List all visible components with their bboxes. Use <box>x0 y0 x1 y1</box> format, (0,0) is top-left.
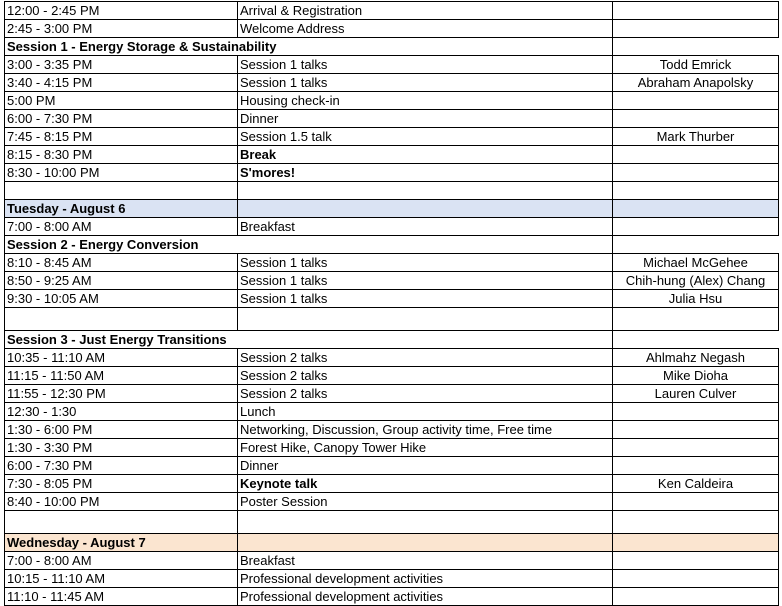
time-cell[interactable]: 3:40 - 4:15 PM <box>5 74 238 92</box>
session-header-row <box>5 331 779 349</box>
empty-cell[interactable] <box>5 182 238 200</box>
time-cell[interactable]: 7:00 - 8:00 AM <box>5 218 238 236</box>
session-empty-cell[interactable] <box>613 38 779 56</box>
speaker-cell[interactable]: Ahlmahz Negash <box>613 349 779 367</box>
empty-cell[interactable] <box>5 308 238 331</box>
blank-row <box>5 182 779 200</box>
time-cell[interactable]: 1:30 - 3:30 PM <box>5 439 238 457</box>
speaker-cell[interactable]: Julia Hsu <box>613 290 779 308</box>
schedule-row <box>5 74 779 92</box>
schedule-row <box>5 218 779 236</box>
time-cell[interactable]: 11:55 - 12:30 PM <box>5 385 238 403</box>
speaker-cell[interactable] <box>613 92 779 110</box>
activity-cell[interactable]: Professional development activities <box>238 570 613 588</box>
schedule-row <box>5 56 779 74</box>
time-cell[interactable]: 6:00 - 7:30 PM <box>5 110 238 128</box>
session-title[interactable]: Session 1 - Energy Storage & Sustainability <box>5 38 238 56</box>
schedule-table <box>4 1 779 606</box>
schedule-row <box>5 92 779 110</box>
activity-cell[interactable]: Housing check-in <box>238 92 613 110</box>
activity-cell[interactable]: Break <box>238 146 613 164</box>
schedule-row <box>5 128 779 146</box>
time-cell[interactable]: 8:40 - 10:00 PM <box>5 493 238 511</box>
speaker-cell[interactable] <box>613 457 779 475</box>
schedule-row <box>5 367 779 385</box>
schedule-sheet <box>4 1 779 606</box>
session-empty-cell[interactable] <box>238 331 613 349</box>
empty-cell[interactable] <box>613 511 779 534</box>
activity-cell[interactable]: Networking, Discussion, Group activity time, Free time <box>238 421 613 439</box>
time-cell[interactable]: 7:45 - 8:15 PM <box>5 128 238 146</box>
activity-cell[interactable]: Session 1 talks <box>238 74 613 92</box>
schedule-row <box>5 164 779 182</box>
schedule-row <box>5 475 779 493</box>
time-cell[interactable]: 10:35 - 11:10 AM <box>5 349 238 367</box>
speaker-cell[interactable] <box>613 439 779 457</box>
session-title[interactable]: Session 3 - Just Energy Transitions <box>5 331 238 349</box>
day-title[interactable]: Wednesday - August 7 <box>5 534 238 552</box>
time-cell[interactable]: 10:15 - 11:10 AM <box>5 570 238 588</box>
speaker-cell[interactable]: Mark Thurber <box>613 128 779 146</box>
session-header-row <box>5 38 779 56</box>
activity-cell[interactable]: S'mores! <box>238 164 613 182</box>
time-cell[interactable]: 5:00 PM <box>5 92 238 110</box>
speaker-cell[interactable]: Lauren Culver <box>613 385 779 403</box>
day-empty-cell[interactable] <box>613 200 779 218</box>
empty-cell[interactable] <box>238 511 613 534</box>
activity-cell[interactable]: Session 1 talks <box>238 56 613 74</box>
schedule-row <box>5 349 779 367</box>
session-empty-cell[interactable] <box>238 236 613 254</box>
session-empty-cell[interactable] <box>613 236 779 254</box>
speaker-cell[interactable] <box>613 2 779 20</box>
session-title[interactable]: Session 2 - Energy Conversion <box>5 236 238 254</box>
activity-cell[interactable]: Dinner <box>238 457 613 475</box>
session-header-row <box>5 236 779 254</box>
day-header-row <box>5 534 779 552</box>
speaker-cell[interactable] <box>613 493 779 511</box>
schedule-row <box>5 110 779 128</box>
schedule-row <box>5 439 779 457</box>
activity-cell[interactable]: Welcome Address <box>238 20 613 38</box>
speaker-cell[interactable] <box>613 588 779 606</box>
empty-cell[interactable] <box>5 511 238 534</box>
speaker-cell[interactable]: Michael McGehee <box>613 254 779 272</box>
speaker-cell[interactable] <box>613 218 779 236</box>
speaker-cell[interactable] <box>613 20 779 38</box>
speaker-cell[interactable] <box>613 552 779 570</box>
schedule-row <box>5 457 779 475</box>
activity-cell[interactable]: Breakfast <box>238 552 613 570</box>
blank-row <box>5 308 779 331</box>
speaker-cell[interactable]: Abraham Anapolsky <box>613 74 779 92</box>
schedule-row <box>5 254 779 272</box>
activity-cell[interactable]: Lunch <box>238 403 613 421</box>
schedule-body <box>5 2 779 606</box>
activity-cell[interactable]: Session 1 talks <box>238 290 613 308</box>
schedule-row <box>5 385 779 403</box>
activity-cell[interactable]: Session 2 talks <box>238 385 613 403</box>
time-cell[interactable]: 12:30 - 1:30 <box>5 403 238 421</box>
time-cell[interactable]: 7:00 - 8:00 AM <box>5 552 238 570</box>
speaker-cell[interactable] <box>613 164 779 182</box>
activity-cell[interactable]: Breakfast <box>238 218 613 236</box>
empty-cell[interactable] <box>613 182 779 200</box>
activity-cell[interactable]: Poster Session <box>238 493 613 511</box>
speaker-cell[interactable]: Todd Emrick <box>613 56 779 74</box>
time-cell[interactable]: 8:50 - 9:25 AM <box>5 272 238 290</box>
time-cell[interactable]: 9:30 - 10:05 AM <box>5 290 238 308</box>
activity-cell[interactable]: Session 2 talks <box>238 367 613 385</box>
schedule-row <box>5 403 779 421</box>
speaker-cell[interactable] <box>613 110 779 128</box>
schedule-row <box>5 570 779 588</box>
day-empty-cell[interactable] <box>238 200 613 218</box>
schedule-row <box>5 493 779 511</box>
activity-cell[interactable]: Dinner <box>238 110 613 128</box>
activity-cell[interactable]: Professional development activities <box>238 588 613 606</box>
schedule-row <box>5 552 779 570</box>
activity-cell[interactable]: Session 2 talks <box>238 349 613 367</box>
activity-cell[interactable]: Keynote talk <box>238 475 613 493</box>
speaker-cell[interactable]: Chih-hung (Alex) Chang <box>613 272 779 290</box>
speaker-cell[interactable]: Ken Caldeira <box>613 475 779 493</box>
speaker-cell[interactable]: Mike Dioha <box>613 367 779 385</box>
schedule-row <box>5 290 779 308</box>
time-cell[interactable]: 7:30 - 8:05 PM <box>5 475 238 493</box>
schedule-row <box>5 421 779 439</box>
time-cell[interactable]: 6:00 - 7:30 PM <box>5 457 238 475</box>
activity-cell[interactable]: Session 1 talks <box>238 272 613 290</box>
blank-row <box>5 511 779 534</box>
time-cell[interactable]: 11:10 - 11:45 AM <box>5 588 238 606</box>
schedule-row <box>5 2 779 20</box>
speaker-cell[interactable] <box>613 570 779 588</box>
speaker-cell[interactable] <box>613 403 779 421</box>
session-empty-cell[interactable] <box>238 38 613 56</box>
time-cell[interactable]: 8:10 - 8:45 AM <box>5 254 238 272</box>
session-empty-cell[interactable] <box>613 331 779 349</box>
speaker-cell[interactable] <box>613 146 779 164</box>
time-cell[interactable]: 12:00 - 2:45 PM <box>5 2 238 20</box>
time-cell[interactable]: 8:15 - 8:30 PM <box>5 146 238 164</box>
time-cell[interactable]: 1:30 - 6:00 PM <box>5 421 238 439</box>
speaker-cell[interactable] <box>613 421 779 439</box>
activity-cell[interactable]: Session 1 talks <box>238 254 613 272</box>
day-header-row <box>5 200 779 218</box>
time-cell[interactable]: 2:45 - 3:00 PM <box>5 20 238 38</box>
empty-cell[interactable] <box>613 308 779 331</box>
day-title[interactable]: Tuesday - August 6 <box>5 200 238 218</box>
schedule-row <box>5 146 779 164</box>
time-cell[interactable]: 8:30 - 10:00 PM <box>5 164 238 182</box>
day-empty-cell[interactable] <box>613 534 779 552</box>
time-cell[interactable]: 11:15 - 11:50 AM <box>5 367 238 385</box>
schedule-row <box>5 20 779 38</box>
empty-cell[interactable] <box>238 182 613 200</box>
activity-cell[interactable]: Forest Hike, Canopy Tower Hike <box>238 439 613 457</box>
activity-cell[interactable]: Arrival & Registration <box>238 2 613 20</box>
empty-cell[interactable] <box>238 308 613 331</box>
time-cell[interactable]: 3:00 - 3:35 PM <box>5 56 238 74</box>
day-empty-cell[interactable] <box>238 534 613 552</box>
schedule-row <box>5 272 779 290</box>
schedule-row <box>5 588 779 606</box>
activity-cell[interactable]: Session 1.5 talk <box>238 128 613 146</box>
